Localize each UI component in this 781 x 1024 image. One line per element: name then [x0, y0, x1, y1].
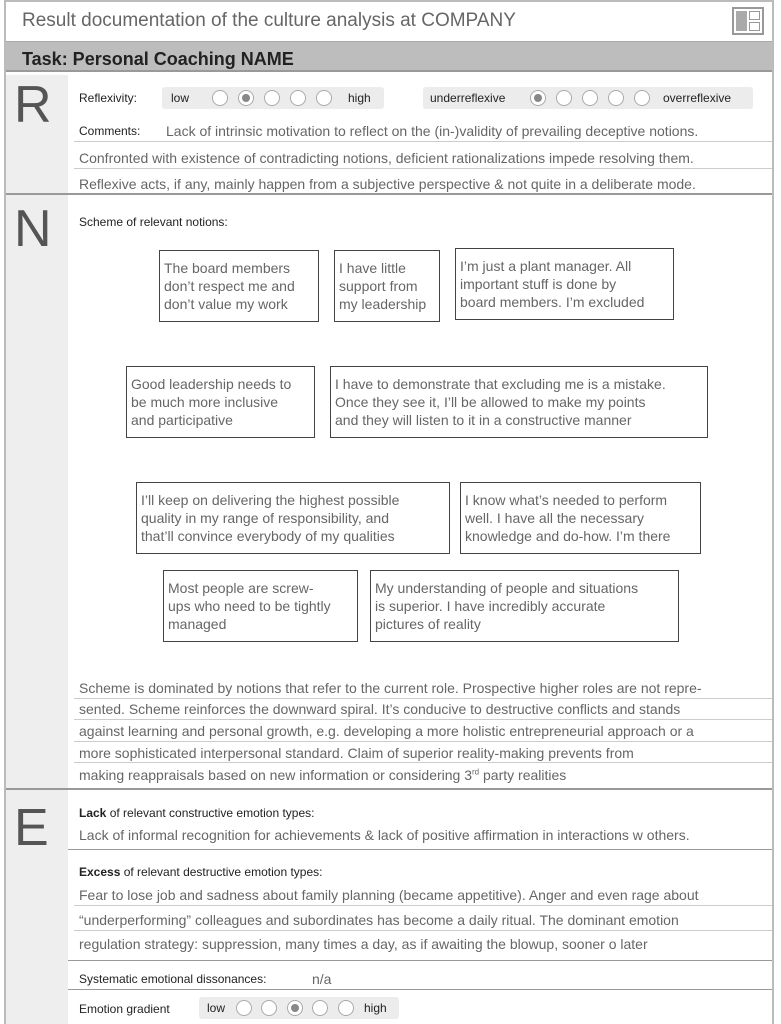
notion-text: I’m just a plant manager. All important stuff is done by board members. I’m excluded	[460, 258, 645, 310]
notion-box	[370, 570, 679, 642]
direction-option-1[interactable]	[530, 90, 546, 106]
layout-toggle-icon[interactable]	[732, 7, 764, 35]
summary-line-2: sented. Scheme reinforces the downward spiral. It’s conducive to destructive conflicts and stands	[79, 701, 681, 717]
gradient-option-3[interactable]	[287, 1000, 303, 1016]
section-letter-e: E	[14, 799, 49, 857]
gradient-high-label: high	[364, 1001, 387, 1015]
reflexivity-label: Reflexivity:	[79, 91, 138, 105]
summary-line-4: more sophisticated interpersonal standard. Claim of superior reality-making prevents from	[79, 745, 634, 761]
dissonance-value: n/a	[312, 971, 332, 987]
gradient-option-1[interactable]	[236, 1000, 252, 1016]
section-letter-column	[6, 790, 68, 1024]
reflexivity-scale	[162, 87, 384, 109]
notion-text: I’ll keep on delivering the highest possible quality in my range of responsibility, and that’ll convince everybody of my qualities	[141, 492, 400, 544]
culture-analysis-document	[4, 0, 774, 1024]
notion-box	[163, 570, 358, 642]
scale-option-1[interactable]	[212, 90, 228, 106]
scale-low-label: low	[171, 91, 190, 105]
gradient-option-2[interactable]	[261, 1000, 277, 1016]
document-header	[6, 2, 772, 42]
excess-label	[79, 865, 322, 879]
direction-option-4[interactable]	[608, 90, 624, 106]
excess-rest: of relevant destructive emotion types:	[120, 865, 323, 879]
dissonance-label: Systematic emotional dissonances:	[79, 972, 267, 986]
excess-line-1: Fear to lose job and sadness about family planning (became appetitive). Anger and even rage about	[79, 887, 699, 903]
notion-box	[330, 366, 708, 438]
notion-text: I have little support from my leadership	[339, 260, 427, 312]
notion-text: The board members don’t respect me and don’t value my work	[164, 260, 295, 312]
summary-line-5: making reappraisals based on new information or considering 3rd party realities	[79, 767, 567, 783]
excess-line-2: “underperforming” colleagues and subordinates has become a daily ritual. The dominant emotion	[79, 912, 679, 928]
notion-text: Good leadership needs to be much more inclusive and participative	[131, 376, 292, 428]
scale-under-label: underreflexive	[430, 91, 506, 105]
direction-option-5[interactable]	[634, 90, 650, 106]
reflexivity-direction-scale	[423, 87, 753, 109]
comment-line-2: Confronted with existence of contradicting notions, deficient rationalizations impede resolving them.	[79, 150, 694, 166]
notion-box	[136, 482, 450, 554]
lack-rest: of relevant constructive emotion types:	[106, 806, 315, 820]
notion-text: I have to demonstrate that excluding me is a mistake. Once they see it, I’ll be allowed to make my points and they will listen to it in a constructive manner	[335, 376, 666, 428]
lack-label	[79, 806, 314, 820]
document-title: Result documentation of the culture analysis at COMPANY	[22, 10, 516, 31]
scale-option-4[interactable]	[290, 90, 306, 106]
notion-box	[159, 250, 319, 322]
gradient-low-label: low	[207, 1001, 226, 1015]
direction-option-3[interactable]	[582, 90, 598, 106]
gradient-label: Emotion gradient	[79, 1002, 170, 1016]
section-letter-n: N	[14, 200, 52, 258]
notion-text: Most people are screw- ups who need to be tightly managed	[168, 580, 331, 632]
scale-option-3[interactable]	[264, 90, 280, 106]
notion-box	[460, 482, 701, 554]
comments-label: Comments:	[79, 124, 141, 138]
scale-option-2[interactable]	[238, 90, 254, 106]
excess-bold: Excess	[79, 865, 121, 879]
section-letter-column	[6, 75, 68, 193]
summary-line-1: Scheme is dominated by notions that refer to the current role. Prospective higher roles are not repre-	[79, 680, 702, 696]
lack-text: Lack of informal recognition for achievements & lack of positive affirmation in interactions w others.	[79, 827, 690, 843]
scale-option-5[interactable]	[316, 90, 332, 106]
comment-line-3: Reflexive acts, if any, mainly happen from a subjective perspective & not quite in a deliberate mode.	[79, 176, 696, 192]
notion-box	[455, 248, 674, 320]
scheme-label: Scheme of relevant notions:	[79, 215, 228, 229]
excess-line-3: regulation strategy: suppression, many times a day, as if awaiting the blowup, sooner o later	[79, 936, 648, 952]
notion-box	[334, 250, 440, 322]
section-notions	[6, 195, 772, 788]
gradient-option-4[interactable]	[312, 1000, 328, 1016]
scale-over-label: overreflexive	[663, 91, 732, 105]
section-emotions	[6, 790, 772, 1024]
section-reflexivity	[6, 75, 772, 193]
notion-text: I know what’s needed to perform well. I have all the necessary knowledge and do-how. I’m there	[465, 492, 671, 544]
direction-option-2[interactable]	[556, 90, 572, 106]
task-title: Task: Personal Coaching NAME	[22, 49, 294, 69]
emotion-gradient-scale	[199, 997, 399, 1019]
section-letter-r: R	[14, 76, 52, 134]
lack-bold: Lack	[79, 806, 107, 820]
scale-high-label: high	[348, 91, 371, 105]
gradient-option-5[interactable]	[338, 1000, 354, 1016]
section-letter-column	[6, 195, 68, 788]
summary-line-3: against learning and personal growth, e.g. developing a more holistic entrepreneurial approach or a	[79, 723, 694, 739]
notion-box	[126, 366, 315, 438]
comment-line-1: Lack of intrinsic motivation to reflect on the (in-)validity of prevailing deceptive notions.	[166, 123, 699, 139]
notion-text: My understanding of people and situations is superior. I have incredibly accurate pictures of reality	[375, 580, 639, 632]
